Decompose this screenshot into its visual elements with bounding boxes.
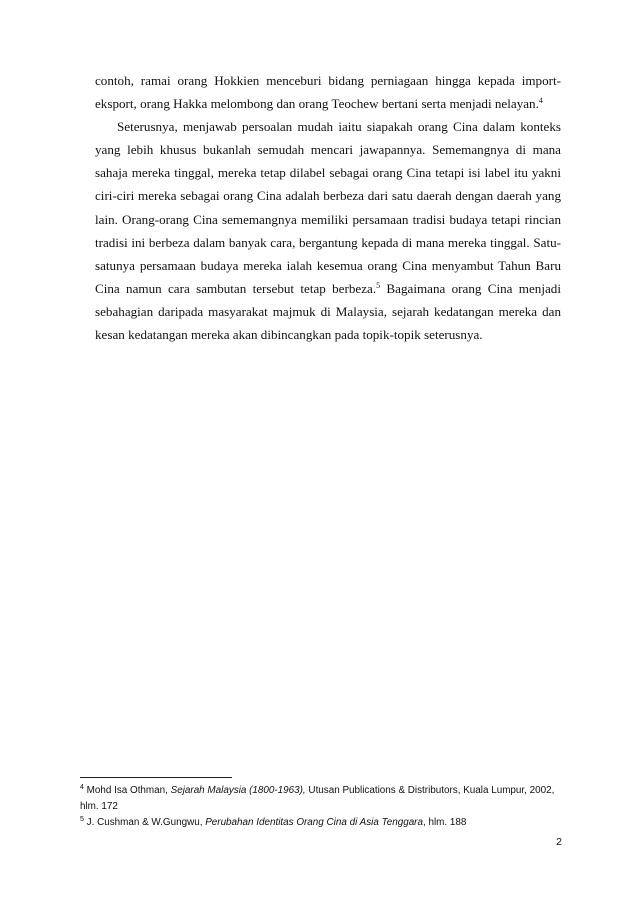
paragraph-2-text-a: Seterusnya, menjawab persoalan mudah iaitu siapakah orang Cina dalam konteks yang lebih khusus bukanlah semudah mencari jawapannya. Sememangnya di mana sahaja mereka tinggal, mereka tetap dilabel sebagai orang Cina tetapi isi label itu yakni ciri-ciri mereka sebagai orang Cina adalah berbeza dari satu daerah dengan daerah yang lain. Orang-orang Cina sememangnya memiliki persamaan tradisi budaya tetapi rincian tradisi ini berbeza dalam banyak cara, bergantung kepada di mana mereka tinggal. Satu-satunya persamaan budaya mereka ialah kesemua orang Cina menyambut Tahun Baru Cina namun cara sambutan tersebut tetap berbeza. [95, 119, 561, 296]
footnotes [80, 783, 562, 831]
paragraph-1 [95, 69, 561, 115]
footnote-ref-5: 5 [376, 280, 381, 290]
footnote-ref-4: 4 [538, 96, 543, 106]
paragraph-2-text-b: Bagaimana orang Cina menjadi sebahagian daripada masyarakat majmuk di Malaysia, sejarah kedatangan mereka dan kesan kedatangan mereka akan dibincangkan pada topik-topik seterusnya. [95, 280, 561, 343]
footnote-4-rest: Utusan Publications & Distributors, Kuala Lumpur, 2002, hlm. 172 [80, 785, 555, 812]
footnote-5-rest: , hlm. 188 [422, 817, 467, 828]
paragraph-2 [95, 115, 561, 346]
footnote-separator [80, 777, 232, 778]
footnote-5-author: J. Cushman & W.Gungwu, [83, 817, 206, 828]
paragraph-1-text: contoh, ramai orang Hokkien menceburi bidang perniagaan hingga kepada import-eksport, orang Hakka melombong dan orang Teochew bertani serta menjadi nelayan. [95, 73, 561, 112]
footnote-4 [80, 783, 562, 815]
footnote-4-mark: 4 [80, 784, 84, 791]
footnote-5 [80, 815, 562, 831]
footnote-4-title: Sejarah Malaysia (1800-1963), [170, 785, 306, 796]
footnote-4-author: Mohd Isa Othman, [83, 785, 171, 796]
page-number: 2 [556, 836, 562, 848]
footnote-5-mark: 5 [80, 816, 84, 823]
body-text [95, 69, 561, 346]
footnote-5-title: Perubahan Identitas Orang Cina di Asia Tenggara [205, 817, 423, 828]
